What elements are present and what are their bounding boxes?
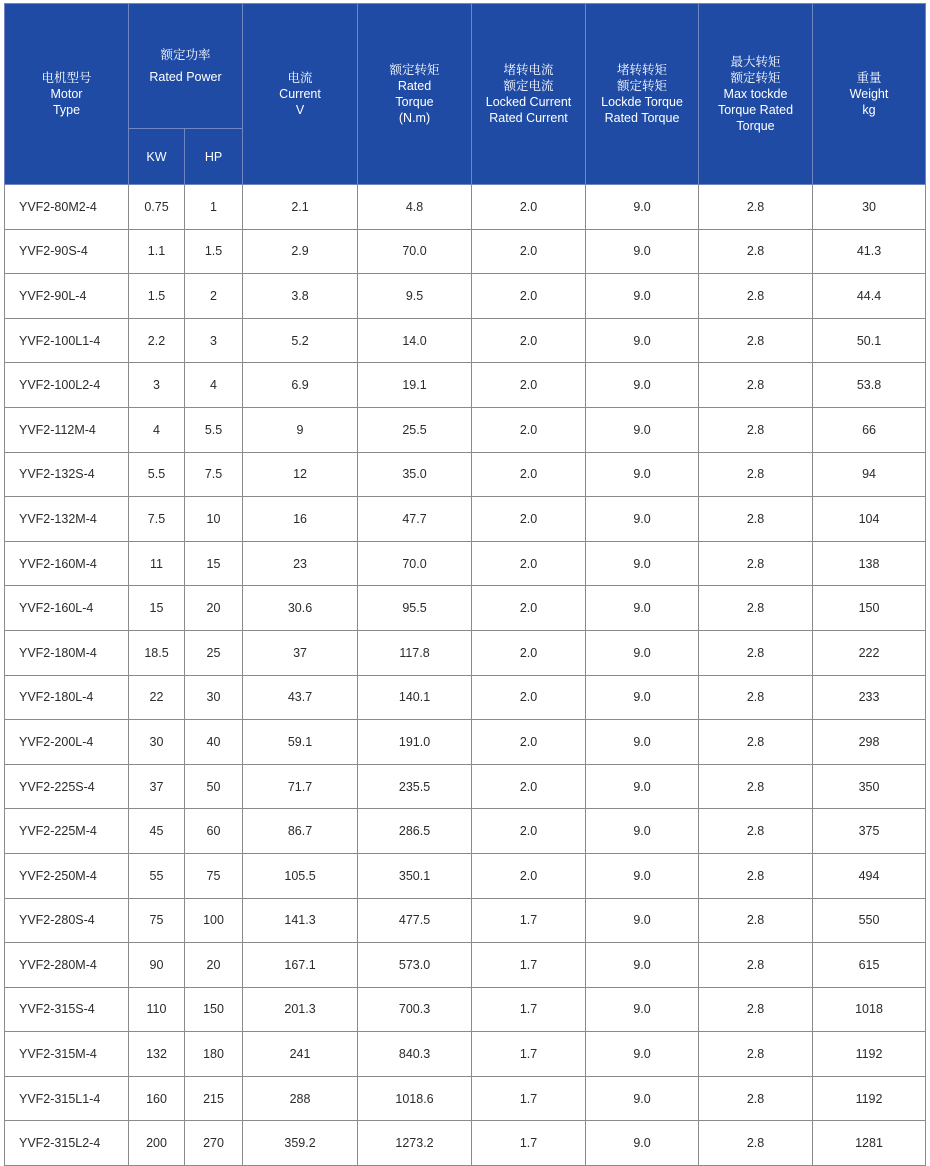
cell-kw: 90 [129, 943, 185, 988]
cell-locked-torque: 9.0 [586, 318, 699, 363]
cell-locked-torque: 9.0 [586, 452, 699, 497]
cell-locked-torque: 9.0 [586, 586, 699, 631]
table-row [5, 943, 926, 988]
cell-kw: 30 [129, 720, 185, 765]
cell-rated-torque: 840.3 [358, 1032, 472, 1077]
table-row [5, 630, 926, 675]
cell-kw: 1.1 [129, 229, 185, 274]
header-locked-torque: 堵转转矩 额定转矩 Lockde Torque Rated Torque [586, 4, 699, 185]
cell-current: 12 [243, 452, 358, 497]
cell-max-torque: 2.8 [699, 497, 813, 542]
cell-rated-torque: 35.0 [358, 452, 472, 497]
cell-model: YVF2-200L-4 [5, 720, 129, 765]
cell-current: 105.5 [243, 853, 358, 898]
table-row [5, 363, 926, 408]
cell-weight: 53.8 [813, 363, 926, 408]
cell-kw: 2.2 [129, 318, 185, 363]
cell-hp: 50 [185, 764, 243, 809]
cell-kw: 200 [129, 1121, 185, 1166]
cell-max-torque: 2.8 [699, 853, 813, 898]
cell-kw: 0.75 [129, 185, 185, 230]
table-row [5, 452, 926, 497]
cell-model: YVF2-132M-4 [5, 497, 129, 542]
cell-kw: 37 [129, 764, 185, 809]
cell-hp: 1 [185, 185, 243, 230]
cell-current: 23 [243, 541, 358, 586]
header-row-top [5, 4, 926, 129]
cell-model: YVF2-225S-4 [5, 764, 129, 809]
cell-hp: 180 [185, 1032, 243, 1077]
header-hp: HP [185, 129, 243, 185]
cell-max-torque: 2.8 [699, 809, 813, 854]
cell-hp: 4 [185, 363, 243, 408]
cell-rated-torque: 350.1 [358, 853, 472, 898]
cell-locked-torque: 9.0 [586, 720, 699, 765]
cell-kw: 15 [129, 586, 185, 631]
cell-rated-torque: 25.5 [358, 407, 472, 452]
cell-hp: 150 [185, 987, 243, 1032]
cell-model: YVF2-160L-4 [5, 586, 129, 631]
cell-weight: 222 [813, 630, 926, 675]
header-current: 电流 Current V [243, 4, 358, 185]
cell-rated-torque: 140.1 [358, 675, 472, 720]
table-row [5, 586, 926, 631]
table-row [5, 764, 926, 809]
cell-locked-torque: 9.0 [586, 675, 699, 720]
cell-locked-current: 1.7 [472, 898, 586, 943]
cell-max-torque: 2.8 [699, 675, 813, 720]
cell-hp: 270 [185, 1121, 243, 1166]
cell-hp: 75 [185, 853, 243, 898]
cell-weight: 66 [813, 407, 926, 452]
cell-weight: 1018 [813, 987, 926, 1032]
cell-model: YVF2-315L1-4 [5, 1076, 129, 1121]
cell-locked-torque: 9.0 [586, 943, 699, 988]
cell-hp: 40 [185, 720, 243, 765]
table-row [5, 407, 926, 452]
table-row [5, 1076, 926, 1121]
cell-hp: 25 [185, 630, 243, 675]
cell-rated-torque: 19.1 [358, 363, 472, 408]
cell-locked-current: 2.0 [472, 229, 586, 274]
cell-weight: 50.1 [813, 318, 926, 363]
cell-kw: 110 [129, 987, 185, 1032]
cell-model: YVF2-90L-4 [5, 274, 129, 319]
cell-weight: 94 [813, 452, 926, 497]
cell-model: YVF2-250M-4 [5, 853, 129, 898]
header-rated-torque: 额定转矩 Rated Torque (N.m) [358, 4, 472, 185]
cell-current: 30.6 [243, 586, 358, 631]
cell-kw: 7.5 [129, 497, 185, 542]
cell-rated-torque: 235.5 [358, 764, 472, 809]
cell-current: 37 [243, 630, 358, 675]
cell-max-torque: 2.8 [699, 943, 813, 988]
cell-locked-torque: 9.0 [586, 630, 699, 675]
table-row [5, 229, 926, 274]
cell-current: 167.1 [243, 943, 358, 988]
cell-locked-torque: 9.0 [586, 185, 699, 230]
cell-max-torque: 2.8 [699, 363, 813, 408]
table-row [5, 1032, 926, 1077]
cell-locked-current: 2.0 [472, 853, 586, 898]
cell-weight: 550 [813, 898, 926, 943]
cell-rated-torque: 4.8 [358, 185, 472, 230]
cell-max-torque: 2.8 [699, 1076, 813, 1121]
cell-rated-torque: 191.0 [358, 720, 472, 765]
cell-weight: 494 [813, 853, 926, 898]
cell-weight: 44.4 [813, 274, 926, 319]
cell-max-torque: 2.8 [699, 586, 813, 631]
cell-weight: 375 [813, 809, 926, 854]
cell-locked-current: 2.0 [472, 541, 586, 586]
cell-model: YVF2-112M-4 [5, 407, 129, 452]
cell-max-torque: 2.8 [699, 274, 813, 319]
cell-model: YVF2-100L2-4 [5, 363, 129, 408]
header-model: 电机型号 Motor Type [5, 4, 129, 185]
cell-locked-current: 2.0 [472, 630, 586, 675]
cell-locked-torque: 9.0 [586, 853, 699, 898]
cell-kw: 4 [129, 407, 185, 452]
cell-kw: 160 [129, 1076, 185, 1121]
table-row [5, 675, 926, 720]
cell-model: YVF2-315M-4 [5, 1032, 129, 1077]
cell-current: 359.2 [243, 1121, 358, 1166]
table-row [5, 720, 926, 765]
cell-rated-torque: 47.7 [358, 497, 472, 542]
cell-locked-torque: 9.0 [586, 764, 699, 809]
cell-current: 241 [243, 1032, 358, 1077]
table-row [5, 497, 926, 542]
cell-max-torque: 2.8 [699, 541, 813, 586]
cell-current: 2.9 [243, 229, 358, 274]
cell-model: YVF2-160M-4 [5, 541, 129, 586]
cell-rated-torque: 1273.2 [358, 1121, 472, 1166]
motor-spec-table [4, 3, 926, 1166]
cell-locked-current: 2.0 [472, 720, 586, 765]
table-row [5, 898, 926, 943]
cell-locked-torque: 9.0 [586, 1121, 699, 1166]
header-max-torque: 最大转矩 额定转矩 Max tockde Torque Rated Torque [699, 4, 813, 185]
cell-current: 9 [243, 407, 358, 452]
cell-current: 288 [243, 1076, 358, 1121]
table-row [5, 853, 926, 898]
cell-locked-torque: 9.0 [586, 229, 699, 274]
cell-max-torque: 2.8 [699, 229, 813, 274]
cell-rated-torque: 700.3 [358, 987, 472, 1032]
cell-max-torque: 2.8 [699, 1121, 813, 1166]
cell-max-torque: 2.8 [699, 898, 813, 943]
cell-model: YVF2-315S-4 [5, 987, 129, 1032]
cell-kw: 22 [129, 675, 185, 720]
cell-max-torque: 2.8 [699, 1032, 813, 1077]
cell-rated-torque: 70.0 [358, 541, 472, 586]
cell-current: 3.8 [243, 274, 358, 319]
cell-max-torque: 2.8 [699, 452, 813, 497]
cell-weight: 1192 [813, 1032, 926, 1077]
cell-locked-torque: 9.0 [586, 809, 699, 854]
table-row [5, 318, 926, 363]
cell-rated-torque: 1018.6 [358, 1076, 472, 1121]
cell-locked-current: 1.7 [472, 987, 586, 1032]
cell-hp: 1.5 [185, 229, 243, 274]
cell-current: 6.9 [243, 363, 358, 408]
cell-kw: 18.5 [129, 630, 185, 675]
cell-max-torque: 2.8 [699, 720, 813, 765]
cell-rated-torque: 70.0 [358, 229, 472, 274]
cell-current: 5.2 [243, 318, 358, 363]
cell-locked-torque: 9.0 [586, 987, 699, 1032]
cell-hp: 100 [185, 898, 243, 943]
cell-locked-torque: 9.0 [586, 497, 699, 542]
cell-hp: 2 [185, 274, 243, 319]
cell-locked-current: 2.0 [472, 675, 586, 720]
cell-rated-torque: 286.5 [358, 809, 472, 854]
cell-kw: 75 [129, 898, 185, 943]
cell-weight: 1281 [813, 1121, 926, 1166]
cell-rated-torque: 14.0 [358, 318, 472, 363]
header-kw: KW [129, 129, 185, 185]
cell-locked-current: 2.0 [472, 497, 586, 542]
cell-hp: 15 [185, 541, 243, 586]
cell-weight: 138 [813, 541, 926, 586]
cell-hp: 20 [185, 943, 243, 988]
cell-model: YVF2-132S-4 [5, 452, 129, 497]
cell-hp: 10 [185, 497, 243, 542]
cell-current: 86.7 [243, 809, 358, 854]
cell-model: YVF2-100L1-4 [5, 318, 129, 363]
cell-hp: 7.5 [185, 452, 243, 497]
cell-kw: 132 [129, 1032, 185, 1077]
cell-max-torque: 2.8 [699, 630, 813, 675]
cell-locked-torque: 9.0 [586, 541, 699, 586]
cell-current: 2.1 [243, 185, 358, 230]
cell-weight: 615 [813, 943, 926, 988]
cell-kw: 45 [129, 809, 185, 854]
cell-locked-current: 2.0 [472, 185, 586, 230]
cell-model: YVF2-80M2-4 [5, 185, 129, 230]
table-row [5, 987, 926, 1032]
cell-max-torque: 2.8 [699, 185, 813, 230]
cell-hp: 20 [185, 586, 243, 631]
cell-rated-torque: 477.5 [358, 898, 472, 943]
header-rated-power: 额定功率 Rated Power [129, 4, 243, 129]
cell-locked-current: 2.0 [472, 363, 586, 408]
cell-hp: 30 [185, 675, 243, 720]
table-row [5, 274, 926, 319]
cell-locked-torque: 9.0 [586, 1076, 699, 1121]
cell-locked-current: 2.0 [472, 764, 586, 809]
cell-kw: 55 [129, 853, 185, 898]
cell-weight: 233 [813, 675, 926, 720]
cell-locked-torque: 9.0 [586, 407, 699, 452]
header-weight: 重量 Weight kg [813, 4, 926, 185]
cell-locked-current: 1.7 [472, 1032, 586, 1077]
cell-current: 141.3 [243, 898, 358, 943]
cell-locked-current: 2.0 [472, 274, 586, 319]
cell-rated-torque: 117.8 [358, 630, 472, 675]
table-row [5, 1121, 926, 1166]
table-row [5, 185, 926, 230]
cell-rated-torque: 9.5 [358, 274, 472, 319]
cell-model: YVF2-90S-4 [5, 229, 129, 274]
cell-kw: 3 [129, 363, 185, 408]
cell-model: YVF2-280M-4 [5, 943, 129, 988]
cell-locked-torque: 9.0 [586, 363, 699, 408]
cell-max-torque: 2.8 [699, 987, 813, 1032]
cell-model: YVF2-315L2-4 [5, 1121, 129, 1166]
table-row [5, 809, 926, 854]
cell-hp: 60 [185, 809, 243, 854]
cell-locked-current: 2.0 [472, 452, 586, 497]
cell-model: YVF2-225M-4 [5, 809, 129, 854]
cell-weight: 150 [813, 586, 926, 631]
cell-locked-current: 2.0 [472, 809, 586, 854]
cell-model: YVF2-180M-4 [5, 630, 129, 675]
cell-locked-current: 1.7 [472, 943, 586, 988]
cell-locked-current: 1.7 [472, 1121, 586, 1166]
cell-rated-torque: 95.5 [358, 586, 472, 631]
cell-max-torque: 2.8 [699, 764, 813, 809]
cell-hp: 5.5 [185, 407, 243, 452]
cell-locked-current: 2.0 [472, 586, 586, 631]
cell-model: YVF2-280S-4 [5, 898, 129, 943]
cell-current: 16 [243, 497, 358, 542]
cell-hp: 3 [185, 318, 243, 363]
cell-weight: 1192 [813, 1076, 926, 1121]
cell-weight: 104 [813, 497, 926, 542]
cell-locked-current: 1.7 [472, 1076, 586, 1121]
table-row [5, 541, 926, 586]
cell-hp: 215 [185, 1076, 243, 1121]
cell-weight: 350 [813, 764, 926, 809]
cell-locked-torque: 9.0 [586, 1032, 699, 1077]
cell-locked-torque: 9.0 [586, 898, 699, 943]
cell-current: 43.7 [243, 675, 358, 720]
cell-current: 59.1 [243, 720, 358, 765]
header-locked-current: 堵转电流 额定电流 Locked Current Rated Current [472, 4, 586, 185]
cell-locked-current: 2.0 [472, 318, 586, 363]
cell-model: YVF2-180L-4 [5, 675, 129, 720]
cell-max-torque: 2.8 [699, 318, 813, 363]
cell-kw: 11 [129, 541, 185, 586]
cell-locked-torque: 9.0 [586, 274, 699, 319]
cell-weight: 41.3 [813, 229, 926, 274]
table-body [5, 185, 926, 1166]
cell-rated-torque: 573.0 [358, 943, 472, 988]
cell-weight: 298 [813, 720, 926, 765]
cell-current: 201.3 [243, 987, 358, 1032]
cell-weight: 30 [813, 185, 926, 230]
cell-max-torque: 2.8 [699, 407, 813, 452]
cell-current: 71.7 [243, 764, 358, 809]
cell-locked-current: 2.0 [472, 407, 586, 452]
cell-kw: 5.5 [129, 452, 185, 497]
cell-kw: 1.5 [129, 274, 185, 319]
